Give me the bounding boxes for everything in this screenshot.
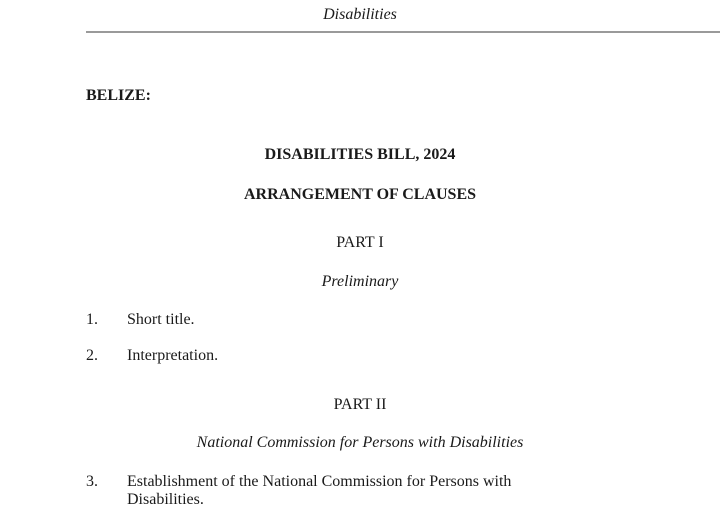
running-header: Disabilities <box>323 6 397 23</box>
clause-text: Short title. <box>127 311 195 328</box>
clause-text: Interpretation. <box>127 347 219 364</box>
header-rule <box>86 31 720 33</box>
arrangement-heading: ARRANGEMENT OF CLAUSES <box>243 186 477 203</box>
country-heading: BELIZE: <box>86 87 151 104</box>
bill-title: DISABILITIES BILL, 2024 <box>264 146 456 163</box>
clause-number: 3. <box>86 473 98 490</box>
part-1-heading: Preliminary <box>321 273 399 290</box>
clause-text: Establishment of the National Commission for Persons with Disabilities. <box>127 473 512 508</box>
clause-number: 1. <box>86 311 98 328</box>
part-2-heading: National Commission for Persons with Disabilities <box>196 434 524 451</box>
part-2-label: PART II <box>333 396 387 413</box>
clause-number: 2. <box>86 347 98 364</box>
part-1-label: PART I <box>336 234 384 251</box>
